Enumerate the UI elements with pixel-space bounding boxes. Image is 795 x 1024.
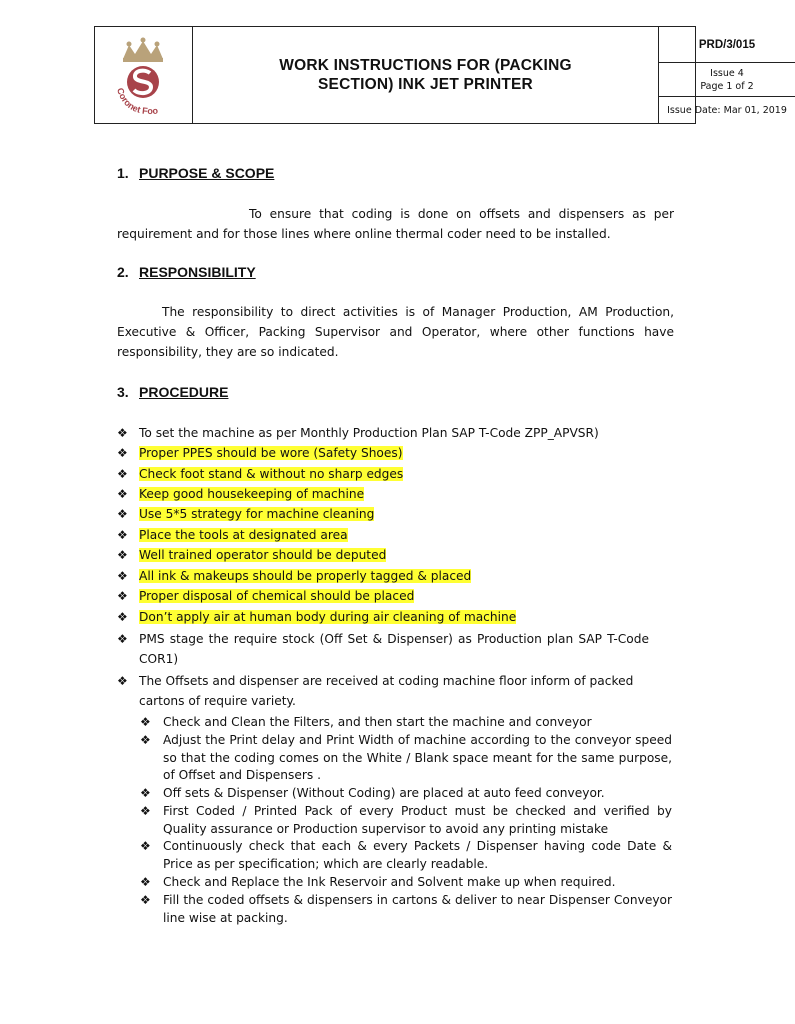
bullet-diamond-icon: ❖: [117, 589, 128, 603]
section-3-number: 3.: [117, 384, 129, 400]
title-line-1: WORK INSTRUCTIONS FOR (PACKING: [279, 57, 572, 74]
company-logo: [95, 27, 191, 123]
page-number: Page 1 of 2: [700, 80, 754, 92]
procedure-bullet: [117, 464, 657, 484]
bullet-diamond-icon: ❖: [140, 839, 151, 853]
bullet-diamond-icon: ❖: [117, 446, 128, 460]
sub-bullet-text: Check and Clean the Filters, and then start the machine and conveyor: [163, 715, 592, 729]
procedure-bullet: [117, 504, 657, 524]
bullet-diamond-icon: ❖: [117, 507, 128, 521]
document-header: [94, 26, 787, 124]
section-2-text: The responsibility to direct activities is of Manager Production, AM Production, Executive & Officer, Packing Supervisor and Operator, where other functions have responsibility, they are so indicated.: [117, 305, 674, 359]
bullet-diamond-icon: ❖: [140, 875, 151, 889]
sub-bullet-text: Off sets & Dispenser (Without Coding) are placed at auto feed conveyor.: [163, 786, 605, 800]
section-3-heading: [117, 384, 228, 400]
bullet-text-highlighted: All ink & makeups should be properly tagged & placed: [139, 569, 472, 583]
bullet-text-highlighted: Place the tools at designated area: [139, 528, 348, 542]
issue-info: [659, 63, 795, 97]
procedure-sub-bullet: [140, 874, 672, 892]
bullet-diamond-icon: ❖: [140, 804, 151, 818]
bullet-text-highlighted: Proper disposal of chemical should be placed: [139, 589, 415, 603]
document-title: [193, 27, 659, 123]
procedure-bullet: [117, 443, 657, 463]
procedure-bullet: [117, 566, 657, 586]
bullet-text-highlighted: Well trained operator should be deputed: [139, 548, 387, 562]
bullet-diamond-icon: ❖: [140, 786, 151, 800]
bullet-text-highlighted: Proper PPES should be wore (Safety Shoes): [139, 446, 403, 460]
section-1-title: PURPOSE & SCOPE: [139, 165, 275, 181]
procedure-bullet: [117, 545, 657, 565]
bullet-diamond-icon: ❖: [117, 610, 128, 624]
section-1-heading: [117, 165, 274, 181]
bullet-text-highlighted: Don’t apply air at human body during air cleaning of machine: [139, 610, 517, 624]
bullet-diamond-icon: ❖: [117, 548, 128, 562]
bullet-diamond-icon: ❖: [140, 733, 151, 747]
bullet-text-highlighted: Keep good housekeeping of machine: [139, 487, 365, 501]
bullet-diamond-icon: ❖: [117, 569, 128, 583]
procedure-bullet: [117, 629, 649, 669]
procedure-sub-bullet: [140, 803, 672, 838]
sub-bullet-text: Check and Replace the Ink Reservoir and Solvent make up when required.: [163, 875, 616, 889]
bullet-diamond-icon: ❖: [140, 893, 151, 907]
sub-bullet-text: Continuously check that each & every Packets / Dispenser having code Date & Price as per specification; which are clearly readable.: [163, 839, 672, 871]
bullet-diamond-icon: ❖: [117, 467, 128, 481]
sub-bullet-text: First Coded / Printed Pack of every Product must be checked and verified by Quality assurance or Production supervisor to avoid any printing mistake: [163, 804, 672, 836]
doc-number: PRD/3/015: [659, 27, 795, 63]
bullet-diamond-icon: ❖: [140, 715, 151, 729]
bullet-text: To set the machine as per Monthly Production Plan SAP T-Code ZPP_APVSR): [139, 426, 599, 440]
document-meta: [659, 27, 795, 123]
section-1-text: To ensure that coding is done on offsets and dispensers as per requirement and for those lines where online thermal coder need to be installed.: [117, 207, 674, 241]
procedure-bullet: [117, 423, 657, 443]
procedure-sub-bullet: [140, 838, 672, 873]
logo-brand-text: Coronet Foo: [115, 86, 159, 117]
procedure-bullet: [117, 607, 657, 627]
procedure-sub-bullet: [140, 714, 672, 732]
procedure-bullet: [117, 484, 657, 504]
bullet-diamond-icon: ❖: [117, 528, 128, 542]
issue-number: Issue 4: [710, 67, 744, 79]
bullet-text: PMS stage the require stock (Off Set & Dispenser) as Production plan SAP T-Code COR1): [139, 632, 649, 666]
bullet-text: The Offsets and dispenser are received at coding machine floor inform of packed cartons of require variety.: [139, 674, 634, 708]
title-line-2: SECTION) INK JET PRINTER: [318, 76, 533, 93]
section-3-title: PROCEDURE: [139, 384, 229, 400]
section-2-title: RESPONSIBILITY: [139, 264, 256, 280]
section-2-heading: [117, 264, 256, 280]
issue-date: Issue Date: Mar 01, 2019: [667, 104, 787, 116]
bullet-diamond-icon: ❖: [117, 426, 128, 440]
bullet-text-highlighted: Use 5*5 strategy for machine cleaning: [139, 507, 375, 521]
section-1-number: 1.: [117, 165, 129, 181]
section-2-number: 2.: [117, 264, 129, 280]
sub-bullet-text: Fill the coded offsets & dispensers in cartons & deliver to near Dispenser Conveyor line wise at packing.: [163, 893, 672, 925]
procedure-sub-bullet: [140, 785, 672, 803]
procedure-bullet: [117, 525, 657, 545]
procedure-bullet: [117, 671, 649, 711]
procedure-bullet: [117, 586, 657, 606]
procedure-sub-bullet: [140, 892, 672, 927]
bullet-diamond-icon: ❖: [117, 487, 128, 501]
bullet-diamond-icon: ❖: [117, 632, 128, 646]
logo-cell: [95, 27, 193, 123]
bullet-diamond-icon: ❖: [117, 674, 128, 688]
sub-bullet-text: Adjust the Print delay and Print Width of machine according to the conveyor speed so that the coding comes on the White / Blank space meant for the same purpose, of Offset and Dispensers .: [163, 733, 672, 782]
bullet-text-highlighted: Check foot stand & without no sharp edges: [139, 467, 404, 481]
procedure-sub-bullet: [140, 732, 672, 785]
